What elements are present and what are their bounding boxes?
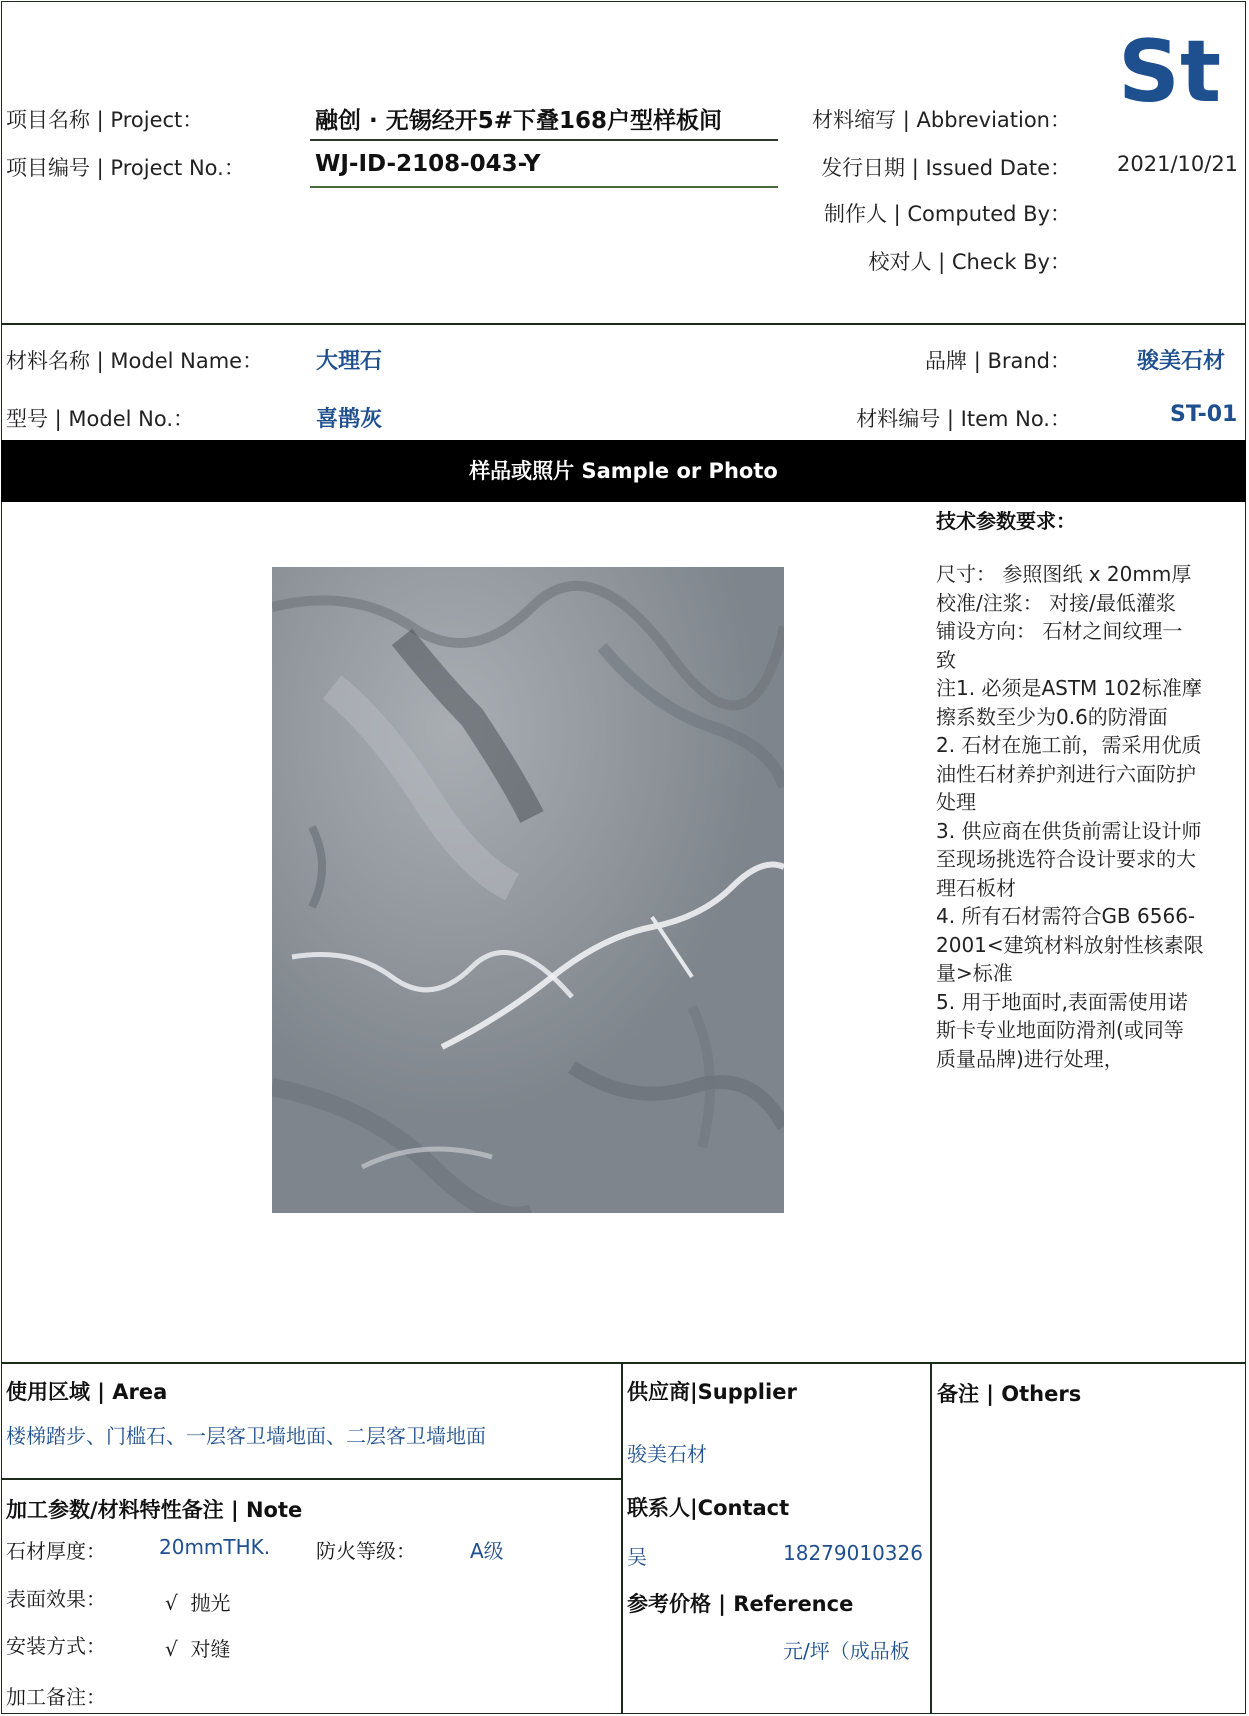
brand-label: 品牌 | Brand： (925, 349, 1071, 373)
marble-texture (272, 567, 784, 1213)
tech-line: 注1. 必须是ASTM 102标准摩 (936, 676, 1202, 700)
surface-effect-value: √ 抛光 (165, 1591, 231, 1615)
area-note-divider (1, 1478, 622, 1480)
area-value: 楼梯踏步、门槛石、一层客卫墙地面、二层客卫墙地面 (6, 1424, 486, 1448)
fire-rating-value: A级 (470, 1539, 504, 1563)
surface-effect-label: 表面效果： (6, 1587, 106, 1611)
tech-line: 尺寸： 参照图纸 x 20mm厚 (936, 562, 1192, 586)
thickness-label: 石材厚度： (6, 1539, 106, 1563)
reference-value: 元/坪（成品板 (783, 1639, 910, 1663)
project-label: 项目名称 | Project： (6, 108, 204, 132)
issued-date-label: 发行日期 | Issued Date： (821, 156, 1071, 180)
contact-name: 吴 (627, 1545, 647, 1569)
tech-line: 3. 供应商在供货前需让设计师 (936, 818, 1202, 843)
fire-rating-label: 防火等级： (316, 1539, 416, 1563)
tech-line: 油性石材养护剂进行六面防护 (936, 761, 1196, 786)
item-no-label: 材料编号 | Item No.： (856, 407, 1071, 431)
project-value: 融创 · 无锡经开5#下叠168户型样板间 (315, 108, 723, 134)
brand-value: 骏美石材 (1137, 349, 1226, 374)
tech-line: 斯卡专业地面防滑剂(或同等 (936, 1018, 1184, 1042)
check-by-label: 校对人 | Check By： (868, 250, 1071, 274)
tech-requirements-list (936, 560, 1204, 1073)
contact-title: 联系人|Contact (627, 1496, 790, 1520)
tech-line: 处理 (936, 790, 976, 814)
model-no-value: 喜鹊灰 (316, 407, 383, 432)
model-name-label: 材料名称 | Model Name： (6, 349, 264, 373)
bottom-section-divider (1, 1362, 1246, 1364)
computed-by-label: 制作人 | Computed By： (823, 202, 1071, 226)
supplier-title: 供应商|Supplier (627, 1380, 797, 1404)
tech-line: 4. 所有石材需符合GB 6566- (936, 904, 1196, 928)
tech-line: 铺设方向： 石材之间纹理一 (936, 619, 1183, 643)
process-note-label: 加工备注： (6, 1685, 106, 1709)
issued-date-value: 2021/10/21 (1117, 152, 1239, 176)
model-no-label: 型号 | Model No.： (6, 407, 195, 431)
tech-line: 校准/注浆： 对接/最低灌浆 (936, 590, 1176, 615)
project-underline (310, 139, 778, 141)
reference-title: 参考价格 | Reference (627, 1592, 854, 1616)
thickness-value: 20mmTHK. (159, 1535, 271, 1559)
tech-line: 2. 石材在施工前，需采用优质 (936, 733, 1202, 757)
project-no-underline (310, 186, 778, 188)
tech-line: 理石板材 (936, 875, 1016, 900)
project-no-value: WJ-ID-2108-043-Y (315, 151, 541, 177)
others-column-divider (930, 1362, 932, 1714)
tech-line: 至现场挑选符合设计要求的大 (936, 847, 1196, 871)
tech-line: 擦系数至少为0.6的防滑面 (936, 704, 1168, 729)
supplier-column-divider (621, 1362, 623, 1714)
tech-line: 5. 用于地面时,表面需使用诺 (936, 989, 1188, 1014)
model-name-value: 大理石 (316, 349, 383, 374)
marble-sample-image (272, 567, 784, 1213)
others-title: 备注 | Others (937, 1382, 1082, 1406)
install-method-value: √ 对缝 (165, 1637, 231, 1661)
supplier-value: 骏美石材 (627, 1442, 707, 1466)
note-title: 加工参数/材料特性备注 | Note (6, 1498, 303, 1522)
tech-line: 量>标准 (936, 961, 1013, 985)
tech-line: 质量品牌)进行处理， (936, 1046, 1124, 1071)
contact-phone: 18279010326 (783, 1541, 923, 1565)
tech-line: 2001<建筑材料放射性核素限 (936, 932, 1204, 957)
project-no-label: 项目编号 | Project No.： (6, 156, 245, 180)
sample-photo-banner: 样品或照片 Sample or Photo (1, 440, 1246, 502)
tech-requirements-title: 技术参数要求： (936, 509, 1076, 533)
tech-line: 致 (936, 647, 956, 672)
install-method-label: 安装方式： (6, 1634, 106, 1658)
material-code-logo: St (1118, 22, 1222, 122)
item-no-value: ST-01 (1170, 402, 1238, 427)
area-title: 使用区域 | Area (6, 1380, 168, 1404)
header-divider (1, 323, 1246, 325)
abbreviation-label: 材料缩写 | Abbreviation： (812, 108, 1071, 132)
